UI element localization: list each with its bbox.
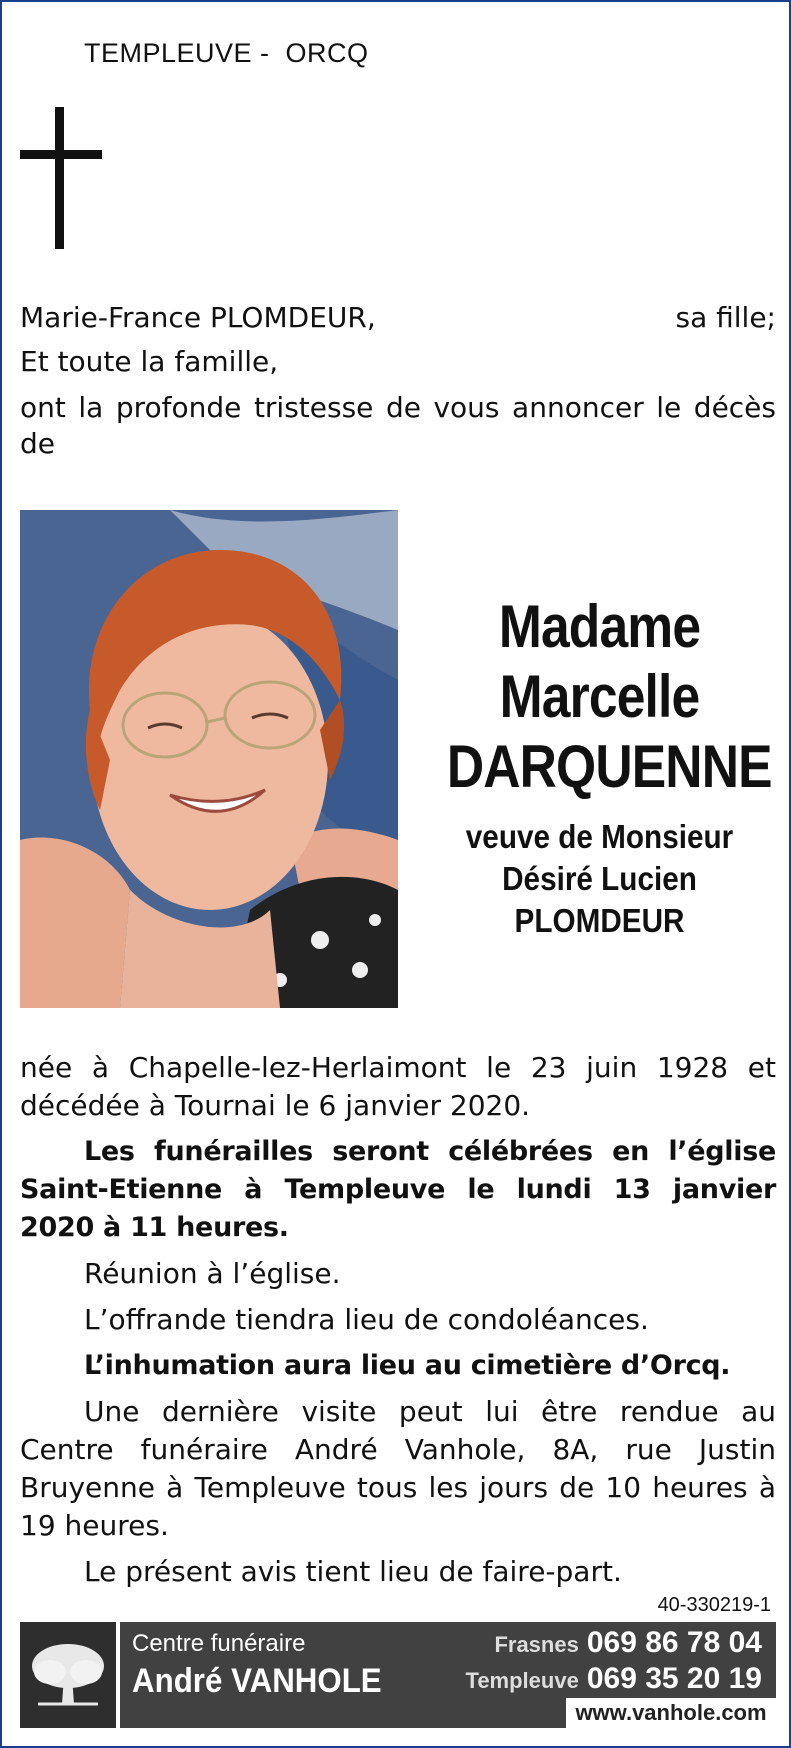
meeting-paragraph: Réunion à l’église. [84,1257,341,1290]
visit-paragraph: Une dernière visite peut lui être rendue au Centre funéraire André Vanhole, 8A, rue Justin Bruyenne à Templeuve tous les jours de 10 heures à 19 heures. [20,1395,776,1542]
deceased-title: Madame [498,593,701,660]
notice-body [20,1049,776,1591]
funeral-home-info [120,1622,776,1728]
spouse-line-1: veuve de Monsieur [465,818,734,855]
daughter-relation: sa fille; [675,301,776,334]
deceased-last-name: DARQUENNE [446,733,772,800]
funeral-home-label: Centre funéraire [132,1630,306,1657]
phone-number-frasnes: 069 86 78 04 [586,1626,762,1659]
city-frasnes: Frasnes [494,1632,579,1657]
deceased-name-block [422,592,777,942]
notice-paragraph: Le présent avis tient lieu de faire-part. [84,1555,622,1588]
intro-family-all: Et toute la famille, [20,345,279,378]
cross-icon [20,107,102,249]
daughter-name: Marie-France PLOMDEUR, [20,301,376,334]
funeral-home-banner [20,1622,776,1728]
intro-announcement: ont la profonde tristesse de vous annoncer le décès de [20,391,776,460]
deceased-portrait-photo [20,510,398,1008]
tree-icon [20,1622,116,1728]
reference-number: 40-330219-1 [657,1594,771,1616]
website-link[interactable]: www.vanhole.com [566,1698,776,1728]
city-templeuve: Templeuve [465,1668,579,1693]
deceased-first-name: Marcelle [499,663,700,730]
spouse-line-3: PLOMDEUR [514,902,685,939]
funeral-paragraph: Les funérailles seront célébrées en l’église Saint-Etienne à Templeuve le lundi 13 janvier 2020 à 11 heures. [20,1136,776,1243]
phone-number-templeuve: 069 35 20 19 [586,1662,762,1695]
funeral-home-name: André VANHOLE [132,1662,382,1700]
location-header: TEMPLEUVE - ORCQ [84,38,369,68]
phone-templeuve [466,1662,762,1696]
spouse-line-2: Désiré Lucien [502,860,697,897]
intro-family-line [20,300,776,336]
phone-frasnes [494,1626,762,1660]
burial-paragraph: L’inhumation aura lieu au cimetière d’Orcq. [84,1350,731,1381]
offering-paragraph: L’offrande tiendra lieu de condoléances. [84,1303,649,1336]
birth-death-paragraph: née à Chapelle-lez-Herlaimont le 23 juin 1928 et décédée à Tournai le 6 janvier 2020. [20,1051,776,1122]
